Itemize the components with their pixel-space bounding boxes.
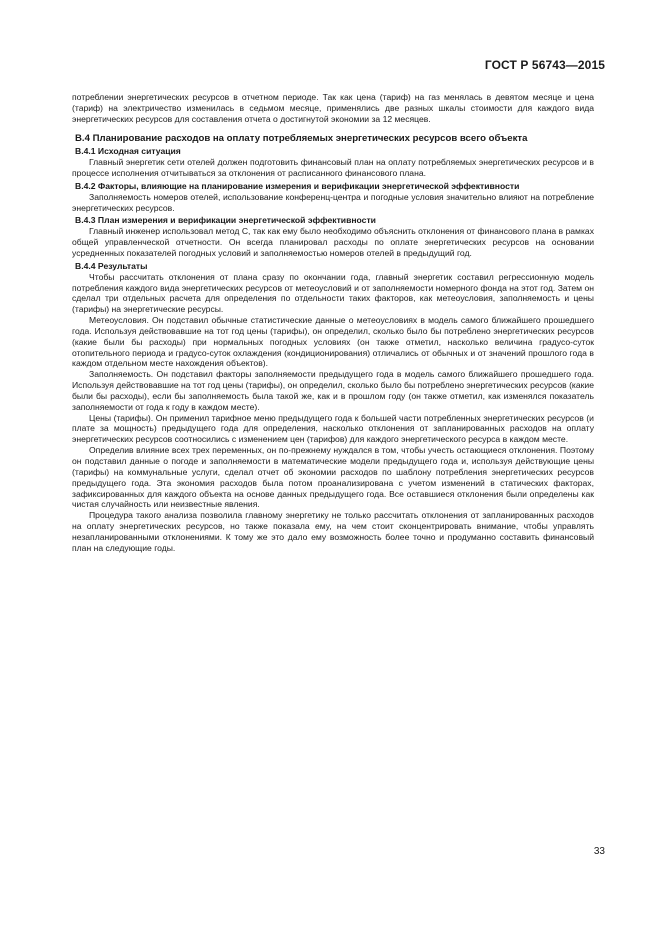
section-b43-title: В.4.3 План измерения и верификации энергетической эффективности <box>75 215 376 226</box>
section-b41-paragraph: Главный энергетик сети отелей должен подготовить финансовый план на оплату потребляемых энергетических ресурсов и в процессе исполнения отчитываться за отклонения от расписанного финансового плана. <box>72 157 594 179</box>
page-number: 33 <box>593 846 605 857</box>
section-b4-title: В.4 Планирование расходов на оплату потребляемых энергетических ресурсов всего объекта <box>75 132 528 144</box>
section-b44-paragraph-4: Цены (тарифы). Он применил тарифное меню предыдущего года к большей части потребленных энергетических ресурсов (и плате за мощность) предыдущего года для определения, насколько отклонения от запланированных расходов на оплату энергетических ресурсов соотносились с изменением цен (тарифов) для каждого энергетического ресурса в каждом месте. <box>72 412 594 445</box>
section-b42-title: В.4.2 Факторы, влияющие на планирование измерения и верификации энергетической эффективности <box>75 180 520 191</box>
section-b44-paragraph-2: Метеоусловия. Он подставил обычные статистические данные о метеоусловиях в модель самого ближайшего прошедшего года. Используя действовавшие на тот год цены (тарифы), он определил, сколько было бы потреблено энергетических ресурсов (какие были бы расходы) при нормальных погодных условиях (он также отметил, насколько величина градусо-суток отопительного периода и градусо-суток охлаждения (кондиционирования) отличались от обычных и от значений прошлого года в каждом отдельном месте нахождения объектов). <box>72 315 594 369</box>
section-b44-paragraph-5: Определив влияние всех трех переменных, он по-прежнему нуждался в том, чтобы учесть остающиеся отклонения. Поэтому он подставил данные о погоде и заполняемости в математические модели предыдущего года и, используя действующие цены (тарифы) на коммунальные услуги, сделал отчет об экономии расходов по шаблону потребления энергетических ресурсов предыдущего года. Эта экономия расходов была потом проанализирована с учетом изменений в статических факторах, зафиксированных для каждого объекта на основе данных предыдущего года. Все оставшиеся отклонения были определены как чистая случайность или неизвестные явления. <box>72 445 594 510</box>
section-b42-paragraph: Заполняемость номеров отелей, использование конференц-центра и погодные условия значительно влияют на потребление энергетических ресурсов. <box>72 191 594 213</box>
section-b44-paragraph-1: Чтобы рассчитать отклонения от плана сразу по окончании года, главный энергетик составил регрессионную модель потребления каждого вида энергетических ресурсов от метеоусловий и от заполняемости номерного фонда на этот год. Затем он сделал три отдельных расчета для определения по отдельности таких факторов, как метеоусловия, заполняемость и цены (тарифы) на энергетические ресурсы. <box>72 271 594 315</box>
section-b44-title: В.4.4 Результаты <box>75 260 148 271</box>
intro-paragraph: потреблении энергетических ресурсов в отчетном периоде. Так как цена (тариф) на газ менялась в девятом месяце и цена (тариф) на электричество изменилась в седьмом месяце, применялись две разных шкалы стоимости для каждого вида энергетических ресурсов для составления отчета о достигнутой экономии за 12 месяцев. <box>72 92 594 124</box>
standard-code: ГОСТ Р 56743—2015 <box>484 58 605 72</box>
page-body <box>72 92 594 554</box>
section-b41-title: В.4.1 Исходная ситуация <box>75 146 181 157</box>
section-b44-paragraph-6: Процедура такого анализа позволила главному энергетику не только рассчитать отклонения от запланированных расходов на оплату энергетических ресурсов, но также показала ему, на чем стоит сконцентрировать внимание, чтобы управлять незапланированными отклонениями. К тому же это дало ему возможность более точно и продуманно составить финансовый план на следующие годы. <box>72 510 594 553</box>
section-b44-paragraph-3: Заполняемость. Он подставил факторы заполняемости предыдущего года в модель самого ближайшего прошедшего года. Используя действовавшие на тот год цены (тарифы), он определил, сколько было бы потреблено энергетических ресурсов (какие были бы расходы), если бы заполняемость была такой же, как и в прошлом году (он также отметил, как изменялся показатель заполняемости от года к году в каждом месте). <box>72 369 594 412</box>
section-b43-paragraph: Главный инженер использовал метод С, так как ему было необходимо объяснить отклонения от финансового плана в рамках общей управленческой отчетности. Он всегда планировал расходы по оплате энергетических ресурсов на основании усредненных показателей погодных условий и заполняемостью номеров отелей в предыдущий год. <box>72 226 594 258</box>
